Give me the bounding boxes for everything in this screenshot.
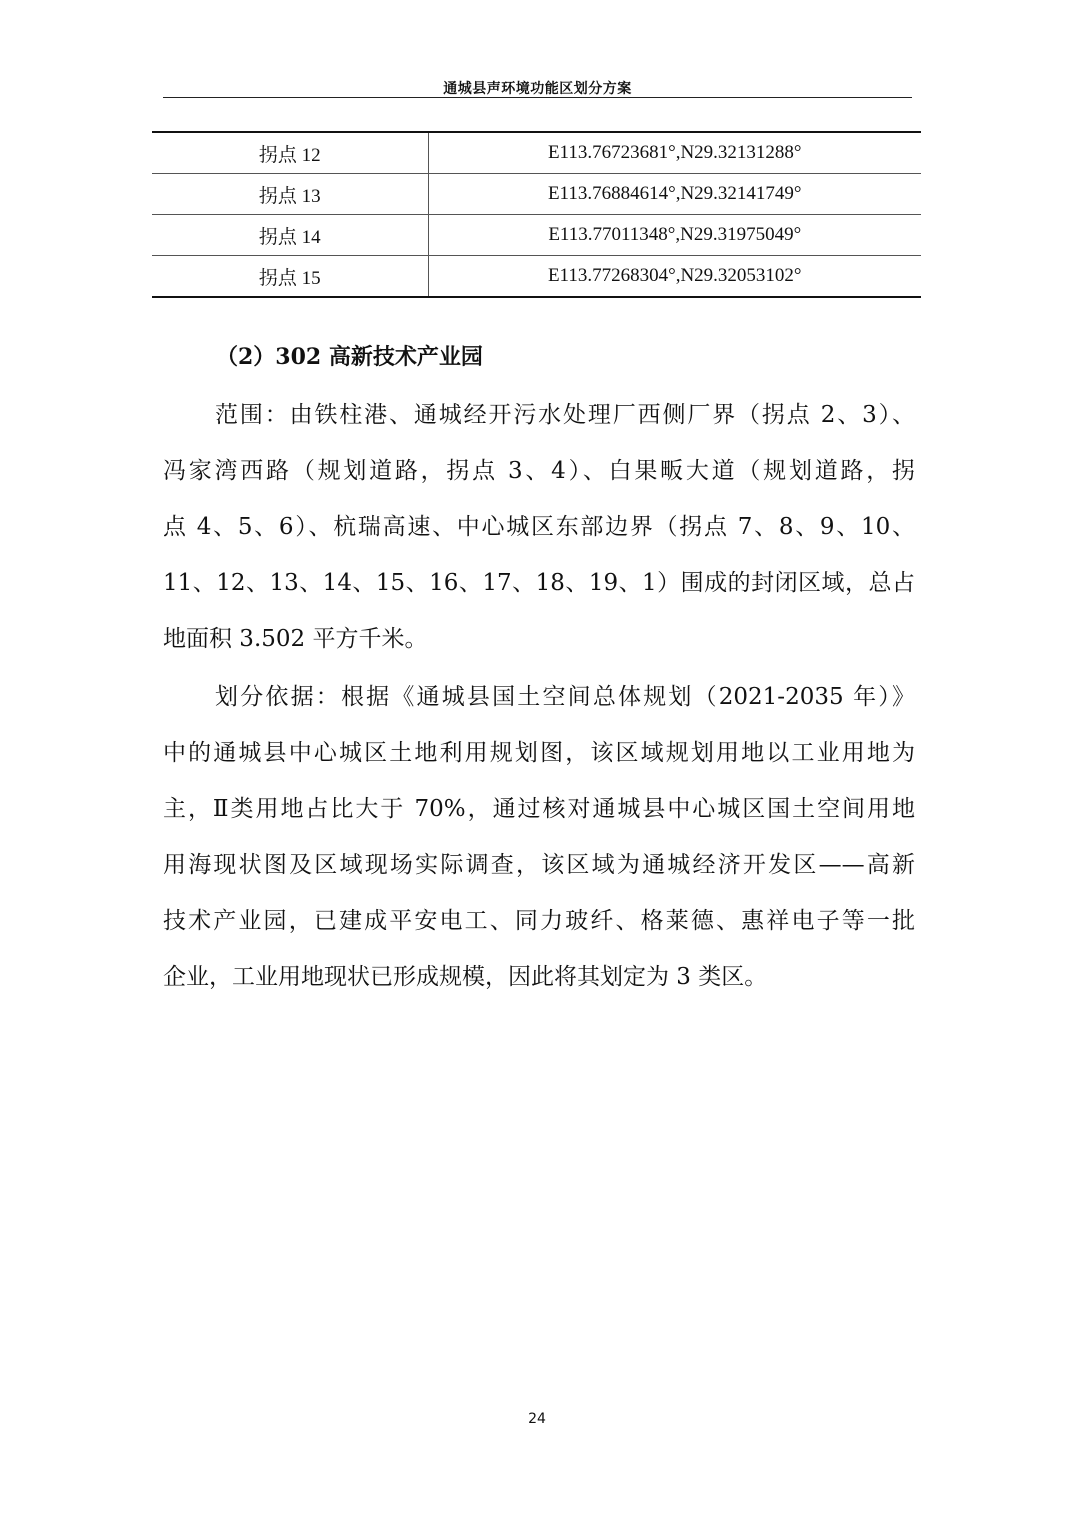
- page-number: 24: [528, 1411, 546, 1427]
- header-rule: [163, 97, 912, 98]
- point-name-cell: 拐点 15: [152, 256, 428, 298]
- coordinates-table: [152, 131, 921, 298]
- paragraph-line: 划分依据：根据《通城县国土空间总体规划（2021-2035 年）》: [215, 684, 915, 710]
- paragraph-line: 地面积 3.502 平方千米。: [163, 626, 428, 652]
- paragraph-line: 技术产业园，已建成平安电工、同力玻纤、格莱德、惠祥电子等一批: [163, 908, 915, 934]
- paragraph-line: 企业，工业用地现状已形成规模，因此将其划定为 3 类区。: [163, 964, 768, 990]
- coordinate-cell: E113.76723681°,N29.32131288°: [428, 132, 921, 174]
- paragraph-line: 主，Ⅱ类用地占比大于 70%，通过核对通城县中心城区国土空间用地: [163, 796, 915, 822]
- paragraph-line: 范围：由铁柱港、通城经开污水处理厂西侧厂界（拐点 2、3）、: [215, 402, 915, 428]
- scope-paragraph: [163, 387, 915, 667]
- point-name-cell: 拐点 13: [152, 174, 428, 215]
- point-name-cell: 拐点 14: [152, 215, 428, 256]
- table-row: [152, 132, 921, 174]
- point-name-cell: 拐点 12: [152, 132, 428, 174]
- paragraph-line: 点 4、5、6）、杭瑞高速、中心城区东部边界（拐点 7、8、9、10、: [163, 514, 915, 540]
- paragraph-line: 冯家湾西路（规划道路，拐点 3、4）、白果畈大道（规划道路，拐: [163, 458, 915, 484]
- coordinate-cell: E113.77268304°,N29.32053102°: [547, 265, 802, 286]
- table-row: [152, 215, 921, 256]
- paragraph-line: 用海现状图及区域现场实际调查，该区域为通城经济开发区——高新: [163, 852, 915, 878]
- running-header: 通城县声环境功能区划分方案: [443, 81, 632, 97]
- paragraph-line: 中的通城县中心城区土地利用规划图，该区域规划用地以工业用地为: [163, 740, 915, 766]
- basis-paragraph: [163, 669, 915, 1005]
- section-heading: （2）302 高新技术产业园: [216, 344, 483, 370]
- table-row: [152, 174, 921, 215]
- paragraph-line: 11、12、13、14、15、16、17、18、19、1）围成的封闭区域，总占: [163, 570, 915, 596]
- coordinate-cell: E113.76884614°,N29.32141749°: [428, 174, 921, 215]
- table-row: [152, 256, 921, 298]
- coordinate-cell: E113.77011348°,N29.31975049°: [428, 215, 921, 256]
